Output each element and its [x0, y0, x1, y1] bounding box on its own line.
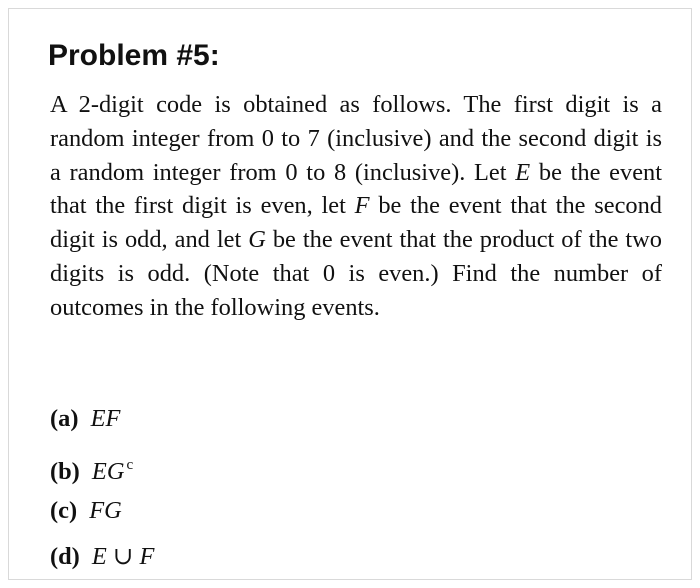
- statement-segment: be the event that the first digit is even, let: [50, 158, 662, 220]
- sub-question-list: [50, 400, 154, 584]
- event-e-symbol: E: [515, 158, 531, 186]
- expression-text: EG: [91, 458, 125, 485]
- event-f-symbol: F: [354, 192, 370, 220]
- sub-question-expression: [89, 497, 122, 524]
- sub-question-label: (c): [50, 497, 78, 524]
- expression-text: FG: [89, 497, 122, 524]
- sub-question-d: [50, 538, 154, 584]
- sub-question-b: [50, 446, 154, 492]
- union-operator: ∪: [106, 543, 140, 570]
- expression-text: E: [91, 543, 107, 570]
- sub-question-label: (d): [50, 543, 80, 570]
- statement-segment: A 2-digit code is obtained as follows. The first digit is a random integer from 0 to 7 (inclusive) and the second digit is a random integer from 0 to 8 (inclusive). Let: [50, 91, 662, 186]
- event-g-symbol: G: [248, 226, 266, 254]
- sub-question-expression: [92, 458, 133, 485]
- sub-question-expression: [92, 543, 154, 570]
- problem-statement: [50, 88, 662, 325]
- statement-segment: be the event that the second digit is odd, and let: [50, 192, 662, 254]
- sub-question-a: [50, 400, 154, 446]
- sub-question-label: (a): [50, 405, 79, 432]
- sub-question-label: (b): [50, 458, 80, 485]
- sub-question-expression: [91, 405, 121, 432]
- expression-text: EF: [90, 405, 121, 432]
- expression-text: F: [139, 543, 155, 570]
- complement-superscript: c: [126, 457, 134, 473]
- problem-title: Problem #5:: [48, 39, 220, 72]
- sub-question-c: [50, 492, 154, 538]
- statement-segment: be the event that the product of the two digits is odd. (Note that 0 is even.) Find the number of outcomes in the following events.: [50, 226, 662, 321]
